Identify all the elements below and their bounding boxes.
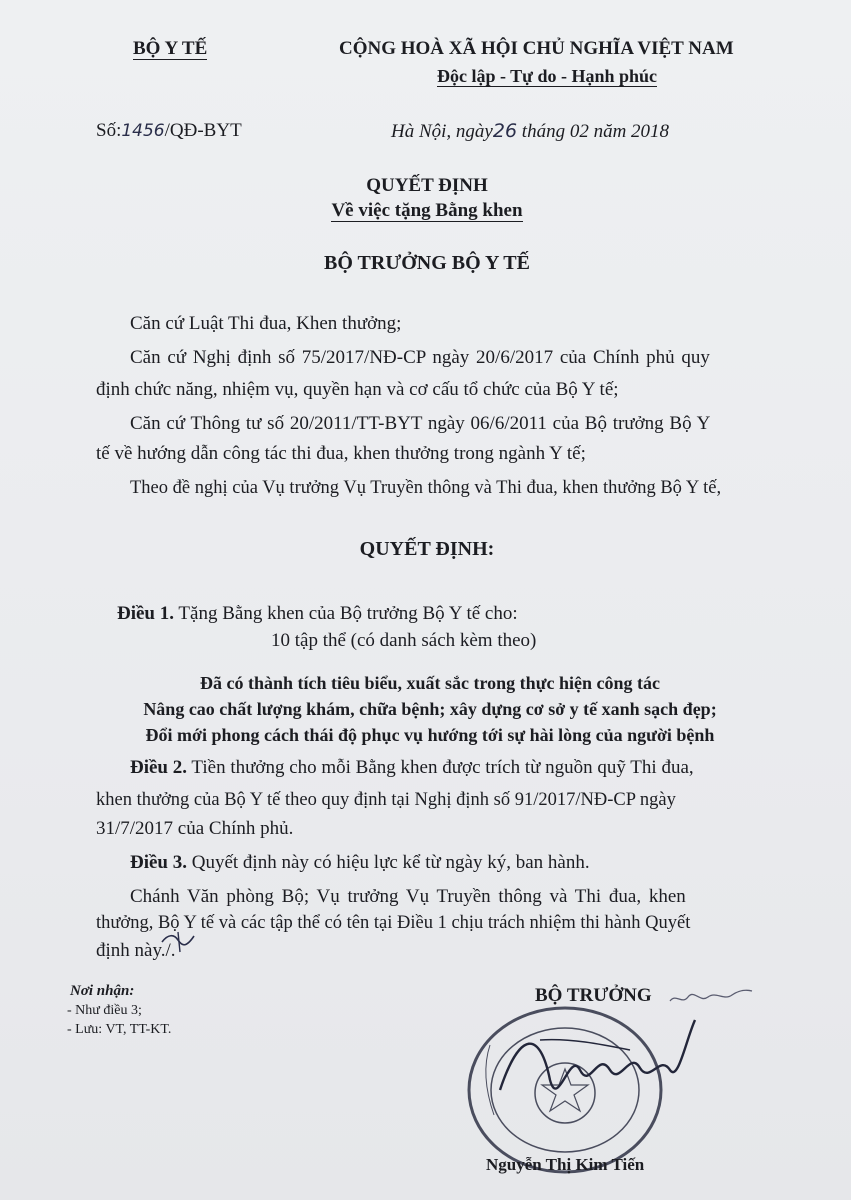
preamble-line: tế về hướng dẫn công tác thi đua, khen thưởng trong ngành Y tế; bbox=[96, 443, 586, 464]
article-1-label: Điều 1. bbox=[117, 603, 174, 624]
article-1 bbox=[117, 603, 518, 625]
recipients-item: - Lưu: VT, TT-KT. bbox=[67, 1022, 172, 1037]
document-number: Số:1456/QĐ-BYT bbox=[96, 120, 242, 141]
citation-line: Nâng cao chất lượng khám, chữa bệnh; xây dựng cơ sở y tế xanh sạch đẹp; bbox=[143, 699, 717, 719]
handwritten-signature bbox=[480, 1010, 720, 1130]
national-motto: Độc lập - Tự do - Hạnh phúc bbox=[437, 66, 658, 86]
ministry-name: BỘ Y TẾ bbox=[133, 38, 208, 59]
decision-heading: QUYẾT ĐỊNH: bbox=[359, 538, 495, 560]
document-subtitle: Về việc tặng Bằng khen bbox=[331, 200, 523, 221]
preamble-line: Căn cứ Nghị định số 75/2017/NĐ-CP ngày 20/6/2017 của Chính phủ quy bbox=[130, 347, 710, 368]
closing-line: thưởng, Bộ Y tế và các tập thể có tên tại Điều 1 chịu trách nhiệm thi hành Quyết bbox=[96, 913, 691, 933]
handwritten-initial-mark bbox=[668, 985, 758, 1009]
article-2-line: 31/7/2017 của Chính phủ. bbox=[96, 818, 294, 839]
preamble-line: Căn cứ Luật Thi đua, Khen thưởng; bbox=[130, 313, 402, 334]
preamble-line: định chức năng, nhiệm vụ, quyền hạn và cơ cấu tổ chức của Bộ Y tế; bbox=[96, 379, 619, 400]
closing-line: định này./. bbox=[96, 940, 176, 961]
article-1-recipients: 10 tập thể (có danh sách kèm theo) bbox=[271, 630, 537, 651]
article-1-text: Tặng Bằng khen của Bộ trưởng Bộ Y tế cho: bbox=[178, 603, 518, 624]
signatory-title: BỘ TRƯỞNG bbox=[535, 985, 652, 1006]
issuer-title: BỘ TRƯỞNG BỘ Y TẾ bbox=[324, 252, 530, 274]
article-2-label: Điều 2. bbox=[130, 757, 187, 778]
recipients-heading: Nơi nhận: bbox=[70, 983, 135, 999]
document-date: Hà Nội, ngày26 tháng 02 năm 2018 bbox=[391, 120, 670, 142]
signatory-name: Nguyễn Thị Kim Tiến bbox=[486, 1155, 645, 1174]
article-2-line: khen thưởng của Bộ Y tế theo quy định tại Nghị định số 91/2017/NĐ-CP ngày bbox=[96, 790, 676, 810]
closing-line: Chánh Văn phòng Bộ; Vụ trưởng Vụ Truyền thông và Thi đua, khen bbox=[130, 886, 686, 907]
handwritten-initial-mark bbox=[158, 928, 198, 954]
republic-name: CỘNG HOÀ XÃ HỘI CHỦ NGHĨA VIỆT NAM bbox=[339, 38, 734, 59]
recipients-item: - Như điều 3; bbox=[67, 1003, 142, 1018]
preamble-line: Căn cứ Thông tư số 20/2011/TT-BYT ngày 06/6/2011 của Bộ trưởng Bộ Y bbox=[130, 413, 711, 434]
article-2: Điều 2. Tiền thưởng cho mỗi Bằng khen được trích từ nguồn quỹ Thi đua, bbox=[130, 757, 694, 778]
preamble-line: Theo đề nghị của Vụ trưởng Vụ Truyền thông và Thi đua, khen thưởng Bộ Y tế, bbox=[130, 478, 722, 498]
article-3-label: Điều 3. bbox=[130, 852, 187, 873]
document-title: QUYẾT ĐỊNH bbox=[366, 175, 488, 196]
citation-line: Đổi mới phong cách thái độ phục vụ hướng tới sự hài lòng của người bệnh bbox=[145, 725, 715, 745]
citation-line: Đã có thành tích tiêu biểu, xuất sắc trong thực hiện công tác bbox=[200, 673, 660, 693]
article-3: Điều 3. Quyết định này có hiệu lực kể từ ngày ký, ban hành. bbox=[130, 852, 590, 873]
